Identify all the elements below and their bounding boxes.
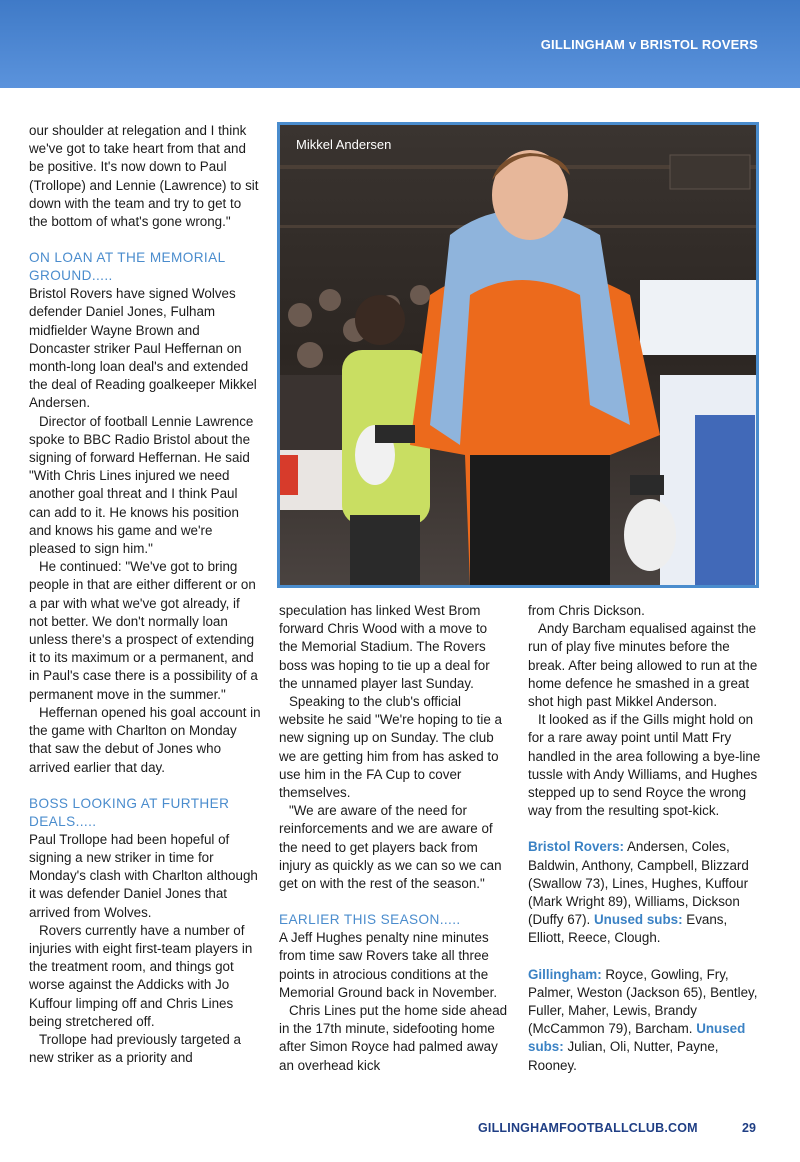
paragraph: Director of football Lennie Lawrence spoke to BBC Radio Bristol about the signing of forward Heffernan. He said "With Chris Lines injured we need another goal threat and I think Paul can add to it. He knows his position and knows his game and we're pleased to sign him." bbox=[29, 413, 254, 557]
paragraph: Rovers currently have a number of injuries with eight first-team players in the treatment room, and things got worse against the Addicks with Jo Kuffour limping off and Chris Lines being stretchered off. bbox=[29, 922, 253, 1029]
paragraph: Trollope had previously targeted a new striker as a priority and bbox=[29, 1031, 241, 1066]
paragraph: Chris Lines put the home side ahead in the 17th minute, sidefooting home after Simon Royce had palmed away an overhead kick bbox=[279, 1003, 508, 1073]
player-photo bbox=[277, 122, 759, 588]
paragraph: Bristol Rovers have signed Wolves defender Daniel Jones, Fulham midfielder Wayne Brown and Doncaster striker Paul Heffernan on month-long loan deal's and extended the deal of Reading goalkeeper Mikkel Andersen. bbox=[29, 286, 257, 411]
subs-label-gillingham: Unused subs: bbox=[528, 1021, 746, 1055]
photo-illustration bbox=[280, 125, 756, 585]
team-players-rovers: Andersen, Coles, Baldwin, Anthony, Campbell, Blizzard (Swallow 73), Lines, Hughes, Kuffour (Mark Wright 89), Williams, Dickson (Duffy 67). bbox=[528, 839, 749, 928]
paragraph: Heffernan opened his goal account in the game with Charlton on Monday that saw the debut of Jones who arrived earlier that day. bbox=[29, 704, 261, 775]
footer-website: GILLINGHAMFOOTBALLCLUB.COM bbox=[478, 1121, 698, 1135]
paragraph: Speaking to the club's official website he said "We're hoping to tie a new signing up on Sunday. The club we are getting him from has asked to use him in the FA Cup to cover themselves. bbox=[279, 694, 502, 801]
paragraph: Andy Barcham equalised against the run of play five minutes before the break. After being allowed to run at the home defence he smashed in a great shot high past Mikkel Anderson. bbox=[528, 621, 758, 710]
team-players-gillingham: Royce, Gowling, Fry, Palmer, Weston (Jackson 65), Bentley, Fuller, Maher, Lewis, Brandy (McCammon 79), Barcham. bbox=[528, 966, 758, 1037]
paragraph: Paul Trollope had been hopeful of signing a new striker in time for Monday's clash with Charlton although it was defender Daniel Jones that arrived from Wolves. bbox=[29, 831, 258, 920]
paragraph: "We are aware of the need for reinforcements and we are aware of the need to get players back from injury as quickly as we can so we can get on with the rest of the season." bbox=[279, 803, 502, 892]
subs-players-rovers: Evans, Elliott, Reece, Clough. bbox=[528, 912, 728, 946]
team-line-up-gillingham bbox=[528, 966, 764, 1075]
article-column-3 bbox=[528, 602, 764, 1075]
article-column-1 bbox=[29, 122, 261, 1067]
paragraph: our shoulder at relegation and I think we've got to take heart from that and be positive. It's now down to Paul (Trollope) and Lennie (Lawrence) to sit down with the team and try to get to the bottom of what's gone wrong." bbox=[29, 123, 259, 230]
team-label-rovers: Bristol Rovers: bbox=[528, 839, 624, 855]
page-number: 29 bbox=[742, 1121, 756, 1135]
paragraph: It looked as if the Gills might hold on for a rare away point until Matt Fry handled in the area following a bye-line tussle with Andy Williams, and Hughes stepped up to send Royce the wrong way from the resulting spot-kick. bbox=[528, 712, 761, 819]
match-title: GILLINGHAM v BRISTOL ROVERS bbox=[540, 37, 758, 52]
page-header bbox=[0, 0, 800, 88]
section-heading-boss: BOSS LOOKING AT FURTHER DEALS..... bbox=[29, 795, 230, 829]
team-line-up-rovers bbox=[528, 838, 764, 947]
paragraph: A Jeff Hughes penalty nine minutes from time saw Rovers take all three points in atrocious conditions at the Memorial Ground back in November. bbox=[279, 930, 498, 1000]
team-label-gillingham: Gillingham: bbox=[528, 966, 602, 982]
subs-players-gillingham: Julian, Oli, Nutter, Payne, Rooney. bbox=[528, 1039, 719, 1073]
section-heading-on-loan: ON LOAN AT THE MEMORIAL GROUND..... bbox=[29, 250, 226, 284]
section-heading-earlier: EARLIER THIS SEASON..... bbox=[279, 912, 461, 928]
subs-label-rovers: Unused subs: bbox=[594, 912, 683, 928]
paragraph: speculation has linked West Brom forward Chris Wood with a move to the Memorial Stadium. The Rovers boss was hoping to tie up a deal for the unnamed player last Sunday. bbox=[279, 603, 490, 691]
paragraph: He continued: "We've got to bring people in that are either different or on a par with what we've got already, if not better. We don't normally loan unless there's a prospect of extending it to its maximum or a permanent, and in Paul's case there is a possibility of a permanent move in the summer." bbox=[29, 559, 258, 702]
paragraph: from Chris Dickson. bbox=[528, 603, 645, 618]
photo-caption: Mikkel Andersen bbox=[296, 137, 392, 152]
article-column-2 bbox=[279, 602, 509, 1075]
